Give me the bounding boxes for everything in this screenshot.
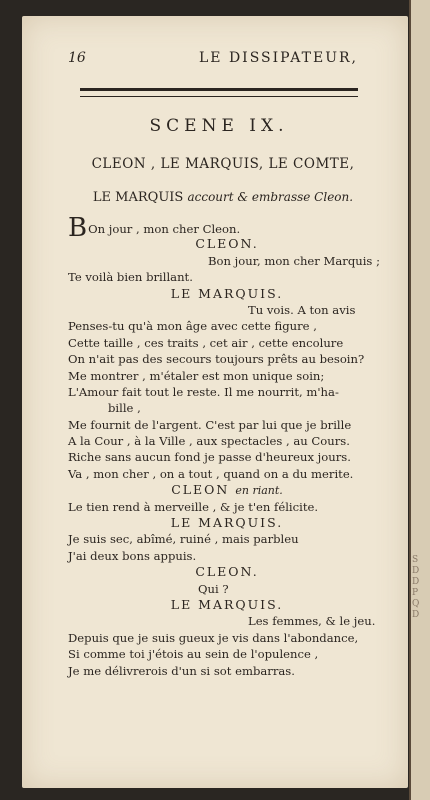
stage-speaker: LE MARQUIS [92, 190, 184, 205]
speaker-label: LE MARQUIS. [170, 515, 284, 531]
verse-line: Riche sans aucun fond je passe d'heureux jours. [68, 450, 351, 465]
speaker-label: CLEON. [195, 564, 259, 580]
verse-line: Penses-tu qu'à mon âge avec cette figure , [68, 319, 317, 334]
speaker-direction: en riant. [235, 484, 283, 498]
verse-line: L'Amour fait tout le reste. Il me nourrit, m'ha- [68, 384, 339, 399]
verse-line: Qui ? [198, 581, 229, 596]
speaker-label: CLEON en riant. [171, 482, 283, 498]
verse-line: A la Cour , à la Ville , aux spectacles , au Cours. [68, 434, 350, 449]
verse-line: bille , [108, 401, 141, 416]
verse-line: Me montrer , m'étaler est mon unique soin; [68, 368, 325, 383]
stage-direction-text: accourt & embrasse Cleon. [187, 190, 354, 204]
running-header [68, 50, 358, 66]
header-rule [80, 88, 358, 97]
verse-line: Je suis sec, abîmé, ruiné , mais parbleu [68, 532, 299, 547]
verse-line: Te voilà bien brillant. [68, 270, 193, 285]
verse-line: Si comme toi j'étois au sein de l'opulence , [68, 647, 319, 662]
verse-line: Je me délivrerois d'un si sot embarras. [68, 663, 295, 678]
scene-characters: CLEON , LE MARQUIS, LE COMTE, [91, 156, 355, 172]
verse-line: Depuis que je suis gueux je vis dans l'abondance, [68, 630, 359, 645]
verse-line: Tu vois. A ton avis [248, 302, 356, 317]
scene-title: SCENE IX. [149, 116, 289, 136]
stage-direction [68, 190, 378, 205]
verse-line: Va , mon cher , on a tout , quand on a du merite. [68, 466, 354, 481]
verse-line: Bon jour, mon cher Marquis ; [208, 253, 380, 268]
edge-letter: S [412, 555, 419, 565]
verse-line: BOn jour , mon cher Cleon. [68, 213, 241, 243]
verse-line: Le tien rend à merveille , & je t'en félicite. [68, 499, 319, 514]
dialogue [68, 213, 386, 679]
speaker-label: LE MARQUIS. [170, 596, 284, 612]
edge-letter: P [412, 588, 419, 598]
running-title: LE DISSIPATEUR, [198, 50, 358, 66]
drop-cap: B [68, 213, 88, 243]
edge-letter: D [412, 566, 420, 576]
verse-line: On n'ait pas des secours toujours prêts au besoin? [68, 352, 365, 367]
edge-letter: D [412, 577, 420, 587]
verse-line: Me fournit de l'argent. C'est par lui que je brille [68, 417, 352, 432]
verse-line: Cette taille , ces traits , cet air , cette encolure [68, 335, 344, 350]
edge-letter: Q [412, 599, 420, 609]
verse-line: J'ai deux bons appuis. [68, 548, 197, 563]
speaker-label: CLEON. [195, 236, 259, 252]
speaker-label: LE MARQUIS. [170, 285, 284, 301]
edge-letter: D [412, 610, 420, 620]
verse-line: Les femmes, & le jeu. [248, 614, 376, 629]
page-number: 16 [68, 50, 86, 66]
